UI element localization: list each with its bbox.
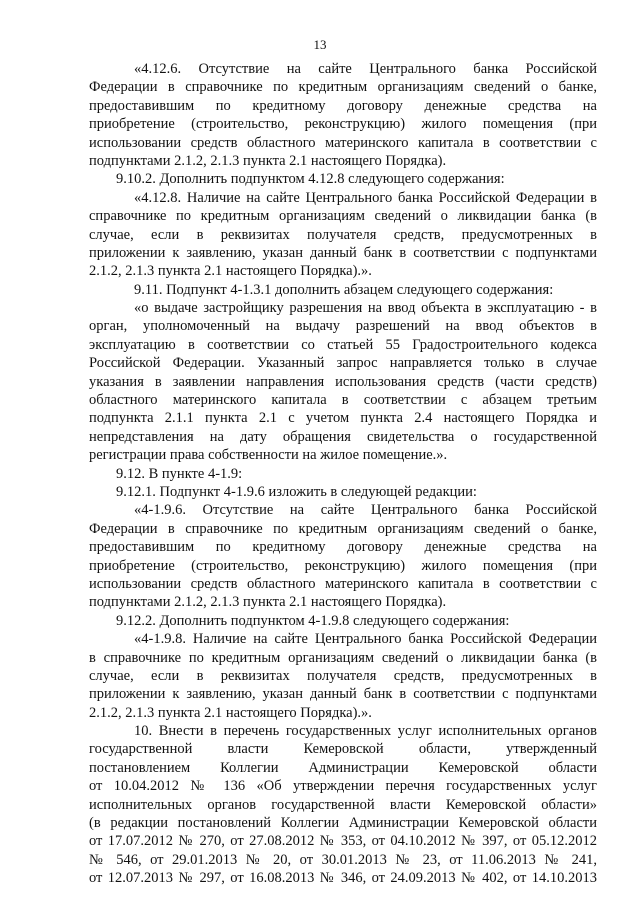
text-line: «о выдаче застройщику разрешения на ввод объекта в эксплуатацию - в — [134, 300, 597, 317]
text-line: 9.10.2. Дополнить подпунктом 4.12.8 следующего содержания: — [116, 171, 505, 188]
text-line: орган, уполномоченный на выдачу разрешений на ввод объектов в — [89, 318, 597, 335]
document-body — [89, 60, 597, 888]
text-line: 9.11. Подпункт 4-1.3.1 дополнить абзацем следующего содержания: — [134, 281, 554, 298]
text-line: приложении к заявлению, указан данный банк в соответствии с подпунктами — [89, 244, 597, 261]
text-line: случае, если в реквизитах получателя средств, предусмотренных в — [89, 226, 597, 243]
text-line: «4.12.6. Отсутствие на сайте Центрального банка Российской — [134, 61, 597, 77]
text-line: приложении к заявлению, указан данный банк в соответствии с подпунктами — [89, 686, 597, 703]
text-line: областного материнского капитала в соответствии с абзацем третьим — [89, 392, 597, 409]
text-line: приобретение (строительство, реконструкцию) жилого помещения (при — [89, 557, 597, 574]
page-number: 13 — [313, 37, 327, 52]
text-line: подпунктами 2.1.2, 2.1.3 пункта 2.1 настоящего Порядка). — [89, 594, 447, 611]
text-line: в справочнике по кредитным организациям сведений о ликвидации банка (в — [89, 649, 597, 666]
text-line: указания в заявлении направления использования средств (части средств) — [89, 373, 597, 390]
text-line: справочнике по кредитным организациям сведений о ликвидации банка (в — [89, 208, 597, 225]
text-line: 9.12. В пункте 4-1.9: — [116, 465, 243, 482]
text-line: приобретение (строительство, реконструкцию) жилого помещения (при — [89, 116, 597, 133]
text-line: «4.12.8. Наличие на сайте Центрального банка Российской Федерации в — [134, 189, 597, 206]
text-line: использовании средств областного материнского капитала в соответствии с — [89, 575, 597, 592]
text-line: подпунктами 2.1.2, 2.1.3 пункта 2.1 настоящего Порядка). — [89, 152, 447, 169]
text-line: 2.1.2, 2.1.3 пункта 2.1 настоящего Порядка).». — [89, 704, 372, 721]
text-line: № 546, от 29.01.2013 № 20, от 30.01.2013 № 23, от 11.06.2013 № 241, — [89, 851, 597, 868]
text-line: «4-1.9.8. Наличие на сайте Центрального банка Российской Федерации — [134, 631, 597, 648]
text-line: Федерации в справочнике по кредитным организациям сведений о банке, — [89, 520, 597, 537]
text-line: от 17.07.2012 № 270, от 27.08.2012 № 353, от 04.10.2012 № 397, от 05.12.2012 — [89, 833, 597, 850]
text-line: случае, если в реквизитах получателя средств, предусмотренных в — [89, 667, 597, 684]
text-line: постановлением Коллегии Администрации Кемеровской области — [89, 759, 597, 776]
text-line: предоставившим по кредитному договору денежные средства на — [89, 97, 597, 114]
text-line: Российской Федерации. Указанный запрос направляется только в случае — [89, 355, 597, 372]
text-line: непредставления на дату обращения свидетельства о государственной — [89, 428, 597, 445]
text-line: от 12.07.2013 № 297, от 16.08.2013 № 346, от 24.09.2013 № 402, от 14.10.2013 — [89, 870, 597, 887]
text-line: государственной власти Кемеровской области, утвержденный — [89, 741, 597, 758]
text-line: подпункта 2.1.1 пункта 2.1 с учетом пункта 2.4 настоящего Порядка и — [89, 410, 597, 427]
text-line: использовании средств областного материнского капитала в соответствии с — [89, 134, 597, 151]
text-line: «4-1.9.6. Отсутствие на сайте Центрального банка Российской — [134, 502, 597, 519]
text-line: 9.12.1. Подпункт 4-1.9.6 изложить в следующей редакции: — [116, 483, 477, 500]
text-line: 9.12.2. Дополнить подпунктом 4-1.9.8 следующего содержания: — [116, 612, 510, 629]
text-line: (в редакции постановлений Коллегии Администрации Кемеровской области — [89, 815, 597, 832]
text-line: 2.1.2, 2.1.3 пункта 2.1 настоящего Порядка).». — [89, 263, 372, 280]
text-line: эксплуатацию в соответствии со статьей 55 Градостроительного кодекса — [89, 336, 597, 353]
text-line: исполнительных органов государственной власти Кемеровской области» — [89, 796, 597, 813]
text-line: предоставившим по кредитному договору денежные средства на — [89, 539, 597, 556]
text-line: Федерации в справочнике по кредитным организациям сведений о банке, — [89, 79, 597, 96]
text-line: 10. Внести в перечень государственных услуг исполнительных органов — [134, 723, 597, 740]
text-line: регистрации права собственности на жилое помещение.». — [89, 447, 448, 464]
text-line: от 10.04.2012 № 136 «Об утверждении перечня государственных услуг — [89, 778, 597, 795]
